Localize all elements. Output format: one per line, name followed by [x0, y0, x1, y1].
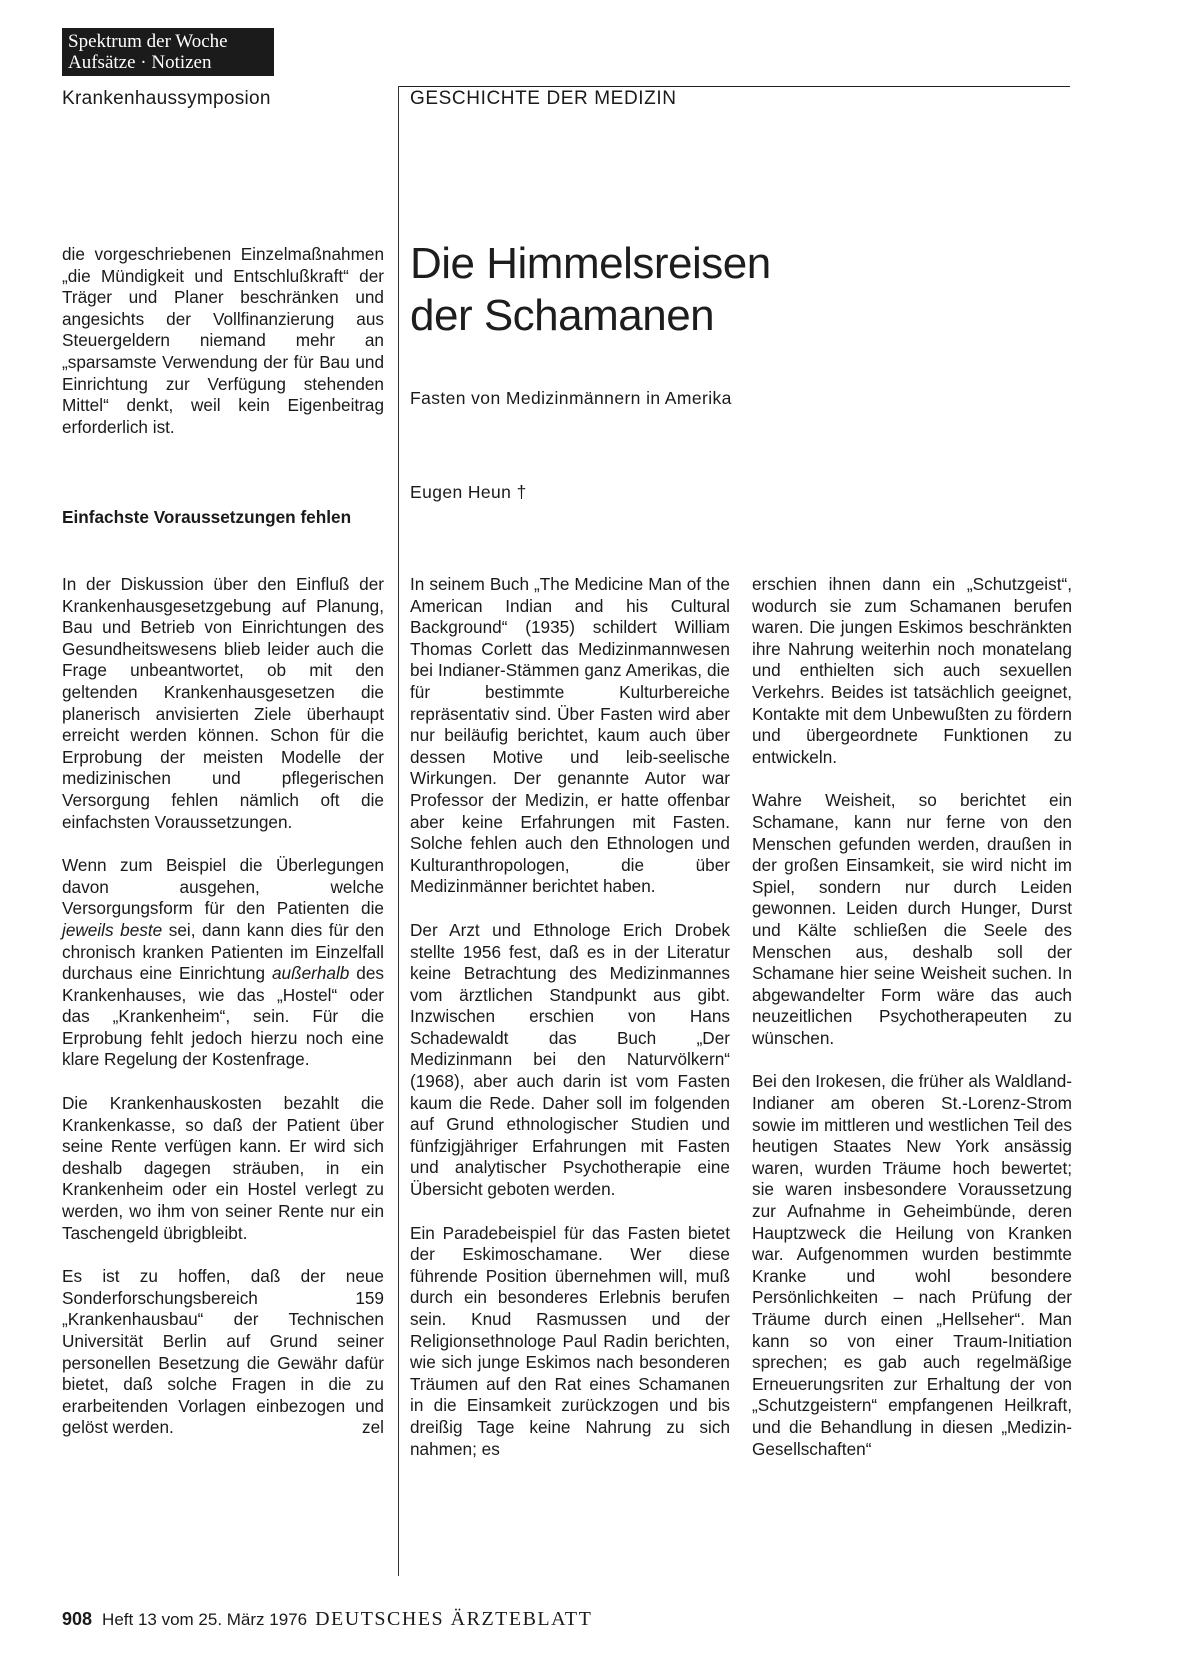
article-author: Eugen Heun † — [410, 482, 527, 502]
badge-line-1: Spektrum der Woche — [68, 31, 228, 52]
right-column — [752, 574, 1072, 1482]
paragraph: In der Diskussion über den Einfluß der Krankenhausgesetzgebung auf Planung, Bau und Betrieb von Einrichtungen des Gesundheitswesens blieb leider auch die Frage unbeantwortet, ob mit den geltenden Krankenhausgesetzen die planerisch anvisierten Ziele überhaupt erreicht werden können. Schon für die Erprobung der meisten Modelle der medizinischen und pflegerischen Versorgung fehlen nämlich oft die einfachsten Voraussetzungen. — [62, 574, 384, 832]
badge-line-2: Aufsätze · Notizen — [68, 52, 212, 73]
paragraph: erschien ihnen dann ein „Schutzgeist“, wodurch sie zum Schamanen berufen waren. Die jungen Eskimos beschränkten ihre Nahrung weiterhin noch monatelang und enthielten sich auch sexuellen Verkehrs. Beides ist tatsächlich geeignet, Kontakte mit dem Unbewußten zu fördern und übergeordnete Funktionen zu entwickeln. — [752, 574, 1072, 767]
paragraph — [62, 855, 384, 1071]
text-run: des Krankenhauses, wie das „Hostel“ oder das „Krankenheim“, sein. Für die Erprobung fehlt jedoch hierzu noch eine klare Regelung der Kostenfrage. — [62, 963, 384, 1070]
title-line-1: Die Himmelsreisen — [410, 239, 771, 288]
article-subtitle: Fasten von Medizinmännern in Amerika — [410, 388, 732, 408]
middle-column — [410, 574, 730, 1482]
paragraph — [62, 1266, 384, 1439]
column-divider — [398, 86, 399, 1576]
emphasis: außerhalb — [271, 963, 350, 984]
section-label-right: GESCHICHTE DER MEDIZIN — [410, 88, 677, 109]
emphasis: jeweils beste — [62, 919, 163, 940]
text-run: Wenn zum Beispiel die Überlegungen davon ausgehen, welche Versorgungsform für den Patienten die — [62, 855, 384, 919]
section-badge — [62, 28, 274, 76]
page-footer — [62, 1608, 592, 1631]
left-column — [62, 574, 384, 1439]
issue-info: Heft 13 vom 25. März 1976 — [102, 1610, 308, 1629]
page-number: 908 — [62, 1609, 93, 1629]
paragraph: In seinem Buch „The Medicine Man of the American Indian and his Cultural Background“ (1935) schildert William Thomas Corlett das Medizinmannwesen bei Indianer-Stämmen ganz Amerikas, die für bestimmte Kulturbereiche repräsentativ sind. Über Fasten wird aber nur beiläufig berichtet, kaum auch über dessen Motive und leib-seelische Wirkungen. Der genannte Autor war Professor der Medizin, er hatte offenbar aber keine Erfahrungen mit Fasten. Solche fehlen auch den Ethnologen und Kulturanthropologen, die über Medizinmänner berichtet haben. — [410, 574, 730, 897]
paragraph: Die Krankenhauskosten bezahlt die Krankenkasse, so daß der Patient über seine Rente verfügen kann. Er wird sich deshalb dagegen sträuben, in ein Krankenheim oder ein Hostel verlegt zu werden, wo ihm von seiner Rente nur ein Taschengeld übrigbleibt. — [62, 1093, 384, 1243]
title-line-2: der Schamanen — [410, 291, 715, 340]
text-run: sei, dann kann dies für den chronisch kranken Patienten im Einzelfall durchaus eine Einrichtung — [62, 919, 385, 984]
paragraph: Bei den Irokesen, die früher als Waldland-Indianer am oberen St.-Lorenz-Strom sowie im mittleren und westlichen Teil des heutigen Staates New York ansässig waren, wurden Träume hoch bewertet; sie waren insbesondere Voraussetzung zur Aufnahme in Geheimbünde, deren Hauptzweck die Heilung von Kranken war. Aufgenommen wurden bestimmte Kranke und wohl besondere Persönlichkeiten – nach Prüfung der Träume durch einen „Hellseher“. Man kann so von einer Traum-Initiation sprechen; es gab auch regelmäßige Erneuerungsriten zur Erhaltung der von „Schutzgeistern“ empfangenen Heilkraft, und die Behandlung in diesen „Medizin-Gesellschaften“ — [752, 1071, 1072, 1459]
paragraph: Ein Paradebeispiel für das Fasten bietet der Eskimoschamane. Wer diese führende Position übernehmen will, muß durch ein besonderes Erlebnis berufen sein. Knud Rasmussen und der Religionsethnologe Paul Radin berichten, wie sich junge Eskimos nach besonderen Träumen auf den Rat eines Schamanen in die Einsamkeit zurückzogen und bis dreißig Tage keine Nahrung zu sich nahmen; es — [410, 1222, 730, 1459]
author-signature: zel — [362, 1417, 384, 1438]
text-run: Es ist zu hoffen, daß der neue Sonderforschungsbereich 159 „Krankenhausbau“ der Technischen Universität Berlin auf Grund seiner personellen Besetzung die Gewähr dafür bietet, daß solche Fragen in die zu erarbeitenden Vorlagen einbezogen und gelöst werden. — [62, 1266, 384, 1438]
article-title — [410, 238, 771, 342]
left-column-intro — [62, 244, 384, 460]
header-rule — [398, 86, 1070, 87]
paragraph: Der Arzt und Ethnologe Erich Drobek stellte 1956 fest, daß es in der Literatur keine Betrachtung des Medizinmannes vom ärztlichen Standpunkt aus gibt. Inzwischen erschien von Hans Schadewaldt das Buch „Der Medizinmann bei den Naturvölkern“ (1968), aber auch darin ist vom Fasten kaum die Rede. Daher soll im folgenden auf Grund ethnologischer Studien und fünfzigjähriger Erfahrungen mit Fasten und analytischer Psychotherapie eine Übersicht geboten werden. — [410, 919, 730, 1200]
section-label-left: Krankenhaussymposion — [62, 88, 271, 109]
paragraph: die vorgeschriebenen Einzelmaßnahmen „die Mündigkeit und Entschlußkraft“ der Träger und Planer beschränken und angesichts der Vollfinanzierung aus Steuergeldern niemand mehr an „sparsamste Verwendung der für Bau und Einrichtung zur Verfügung stehenden Mittel“ denkt, weil kein Eigenbeitrag erforderlich ist. — [62, 244, 384, 437]
paragraph: Wahre Weisheit, so berichtet ein Schamane, kann nur ferne von den Menschen gefunden werden, draußen in der großen Einsamkeit, sie wird nicht im Spiel, sondern nur durch Leiden gewonnen. Leiden durch Hunger, Durst und Kälte schließen die Seele des Menschen aus, deshalb soll der Schamane hier seine Weisheit suchen. In abgewandelter Form wäre das auch neuzeitlichen Psychotherapeuten zu wünschen. — [752, 790, 1072, 1048]
magazine-name: DEUTSCHES ÄRZTEBLATT — [315, 1608, 593, 1630]
subheading: Einfachste Voraussetzungen fehlen — [62, 507, 352, 527]
